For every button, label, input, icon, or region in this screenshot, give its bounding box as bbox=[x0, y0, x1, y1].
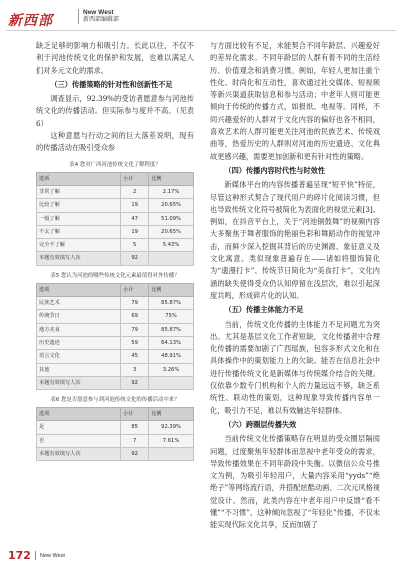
table-cell: 20.65% bbox=[149, 199, 194, 212]
table-cell: 否 bbox=[37, 434, 121, 447]
table-total-row bbox=[37, 448, 194, 461]
table-5-caption: 表5 您认为河池的哪些传统文化元素最值得对外传播？ bbox=[50, 272, 180, 279]
table-cell: 19 bbox=[121, 225, 149, 238]
table-cell bbox=[149, 448, 194, 461]
table-cell: 7 bbox=[121, 434, 149, 447]
left-paragraph-1: 缺乏足够的影响力和吸引力。长此以往，不仅不利于河池传统文化的保护和发展，也难以满足人们对多元文化的需求。 bbox=[36, 41, 194, 75]
table-6 bbox=[36, 407, 194, 461]
table-row bbox=[37, 421, 194, 434]
footer-divider bbox=[35, 551, 36, 560]
table-row bbox=[37, 310, 194, 323]
table-header-cell: 小计 bbox=[121, 283, 149, 296]
table-5 bbox=[36, 283, 194, 390]
section-heading-5: （五）传播主体能力不足 bbox=[224, 305, 304, 315]
section-heading-6: （六）跨圈层传播失效 bbox=[224, 419, 297, 429]
table-header-cell: 比例 bbox=[149, 408, 194, 421]
right-paragraph-3: 当前，传统文化传播的主体能力不足问题尤为突出。尤其是基层文化工作者短缺，文化传播者中合理化传播的需要加剧了广西瑶族，包容多形式文化和在具体操作中的策划能力上的欠缺。能否在信息社会中进行传播传统文化是新媒体与传统媒介结合的关键。仅依靠少数专门机构和个人的力量远远不够，缺乏系统性、联动性的策划，这种现象导致传播内容单一化，吸引力不足，难以有效触达年轻群体。 bbox=[210, 319, 380, 415]
table-cell: 2 bbox=[121, 185, 149, 198]
table-cell bbox=[149, 252, 194, 265]
table-cell: 不太了解 bbox=[37, 225, 121, 238]
magazine-logo: 新西部 bbox=[8, 13, 53, 29]
table-cell: 历史遗迹 bbox=[37, 336, 121, 349]
table-cell: 92 bbox=[121, 252, 149, 265]
table-cell: 地方美食 bbox=[37, 323, 121, 336]
table-cell: 7.61% bbox=[149, 434, 194, 447]
table-cell: 85.87% bbox=[149, 323, 194, 336]
table-row bbox=[37, 225, 194, 238]
table-cell: 92 bbox=[121, 376, 149, 389]
table-cell: 本题有效填写人次 bbox=[37, 448, 121, 461]
table-cell: 其他 bbox=[37, 363, 121, 376]
page-number: 172 bbox=[8, 549, 31, 562]
table-cell: 完全不了解 bbox=[37, 239, 121, 252]
table-header-cell: 比例 bbox=[149, 172, 194, 185]
table-cell: 51.09% bbox=[149, 212, 194, 225]
table-cell: 比较了解 bbox=[37, 199, 121, 212]
table-cell: 59 bbox=[121, 336, 149, 349]
table-header-cell: 小计 bbox=[121, 172, 149, 185]
table-cell: 3 bbox=[121, 363, 149, 376]
magazine-name bbox=[78, 9, 119, 24]
table-row bbox=[37, 199, 194, 212]
left-column bbox=[36, 40, 194, 461]
table-cell: 一般了解 bbox=[37, 212, 121, 225]
table-cell: 47 bbox=[121, 212, 149, 225]
table-4-caption: 表4 您对广西河池传统文化了解程度？ bbox=[69, 161, 161, 168]
table-cell: 5 bbox=[121, 239, 149, 252]
table-cell: 本题有效填写人次 bbox=[37, 252, 121, 265]
table-header-cell: 小计 bbox=[121, 408, 149, 421]
table-cell: 75% bbox=[149, 310, 194, 323]
right-paragraph-1: 与方面比较有不足，未能契合不同年龄层、兴趣爱好的差异化需求。不同年龄层的人群有着不同的生活经历、价值观念和消费习惯。例如，年轻人更加注重个性化、时尚化和互动性，喜欢通过社交媒体、短视频等新兴渠道获取信息和参与活动；中老年人则可能更倾向于传统的传播方式，如报纸、电视等。同样，不同兴趣爱好的人群对于文化内容的偏好也各不相同，喜欢艺术的人群可能更关注河池的民族艺术、传统戏曲等，热爱历史的人群则对河池的历史遗迹、文化典故更感兴趣，需要更加创新和更有针对性的策略。 bbox=[210, 41, 380, 161]
table-cell: 19 bbox=[121, 199, 149, 212]
table-row bbox=[37, 297, 194, 310]
table-row bbox=[37, 350, 194, 363]
table-cell: 3.26% bbox=[149, 363, 194, 376]
header-rule bbox=[6, 30, 396, 31]
table-cell: 85.87% bbox=[149, 297, 194, 310]
table-total-row bbox=[37, 252, 194, 265]
right-paragraph-4: 当前传统文化传播策略存在明显的受众圈层隔阂问题，过度聚焦年轻群体而忽视中老年受众的需求，导致传播效果在不同年龄段中失衡。以微信公众号推文为例，为吸引年轻用户，大量内容采用“yyds”“绝绝子”等网络流行语，并搭配炫酷动画、二次元风格视觉设计。然而，此类内容在中老年用户中反馈“看不懂”“不习惯”，这种倾向忽视了“年轻化”传播，不仅未能实现代际文化共享，反而加剧了 bbox=[210, 434, 380, 530]
magazine-subtitle: 新西部编辑部 bbox=[83, 17, 120, 23]
table-cell: 20.65% bbox=[149, 225, 194, 238]
table-5-block bbox=[36, 272, 194, 390]
table-cell: 92.39% bbox=[149, 421, 194, 434]
magazine-title: New West bbox=[83, 9, 114, 16]
table-row bbox=[37, 239, 194, 252]
table-header-cell: 选项 bbox=[37, 172, 121, 185]
table-header-cell: 选项 bbox=[37, 408, 121, 421]
left-paragraph-2: 调查显示，92.39%的受访者愿意参与河池传统文化的传播活动。但实际参与度并不高。（见表6） bbox=[36, 94, 194, 128]
table-total-row bbox=[37, 376, 194, 389]
table-6-block bbox=[36, 396, 194, 461]
table-cell bbox=[149, 376, 194, 389]
table-cell: 民族艺术 bbox=[37, 297, 121, 310]
table-cell: 传统节日 bbox=[37, 310, 121, 323]
page-footer bbox=[8, 549, 65, 562]
table-cell: 是 bbox=[37, 421, 121, 434]
table-cell: 本题有效填写人次 bbox=[37, 376, 121, 389]
table-cell: 79 bbox=[121, 297, 149, 310]
table-cell: 45 bbox=[121, 350, 149, 363]
table-row bbox=[37, 336, 194, 349]
table-4-block bbox=[36, 161, 194, 266]
table-header-cell: 选项 bbox=[37, 283, 121, 296]
table-row bbox=[37, 434, 194, 447]
table-row bbox=[37, 363, 194, 376]
page-header bbox=[0, 0, 402, 30]
table-cell: 79 bbox=[121, 323, 149, 336]
table-row bbox=[37, 212, 194, 225]
left-paragraph-3: 这种意愿与行动之间的巨大落差说明，现有的传播活动在吸引受众参 bbox=[36, 131, 194, 153]
section-heading-4: （四）传播内容时代性与时效性 bbox=[224, 165, 326, 175]
table-cell: 5.43% bbox=[149, 239, 194, 252]
section-heading-3: （三）传播策略的针对性和创新性不足 bbox=[50, 79, 173, 89]
table-cell: 2.17% bbox=[149, 185, 194, 198]
table-row bbox=[37, 323, 194, 336]
table-cell: 85 bbox=[121, 421, 149, 434]
footer-magazine: New West bbox=[39, 552, 65, 559]
table-header-cell: 比例 bbox=[149, 283, 194, 296]
table-4 bbox=[36, 172, 194, 266]
table-cell: 语言文化 bbox=[37, 350, 121, 363]
table-cell: 48.91% bbox=[149, 350, 194, 363]
table-cell: 非常了解 bbox=[37, 185, 121, 198]
table-row bbox=[37, 185, 194, 198]
table-cell: 69 bbox=[121, 310, 149, 323]
right-paragraph-2: 新媒体平台的内容传播普遍呈现“短平快”特征，尽管这种形式契合了现代用户的碎片化阅读习惯，但也导致传统文化符号被简化为表面化的视觉元素[3]。例如，在抖音平台上，关于“河池铜鼓舞”的视频内容大多聚焦于舞者服饰的艳丽色彩和舞蹈动作的视觉冲击，而鲜少深入挖掘其背后的历史渊源、象征意义及文化寓意。类似现象普遍存在——诸如将服饰简化为“遗漫打卡”、传统节日简化为“美食打卡”，文化内涵的缺失使得受众仍认知停留在浅层次，难以引起深度共鸣，形成碎片化的认知。 bbox=[210, 180, 380, 300]
table-cell: 64.13% bbox=[149, 336, 194, 349]
table-cell: 92 bbox=[121, 448, 149, 461]
table-6-caption: 表6 您是否愿意参与到河池传统文化的传播活动中来？ bbox=[50, 397, 180, 404]
right-column bbox=[210, 40, 380, 532]
